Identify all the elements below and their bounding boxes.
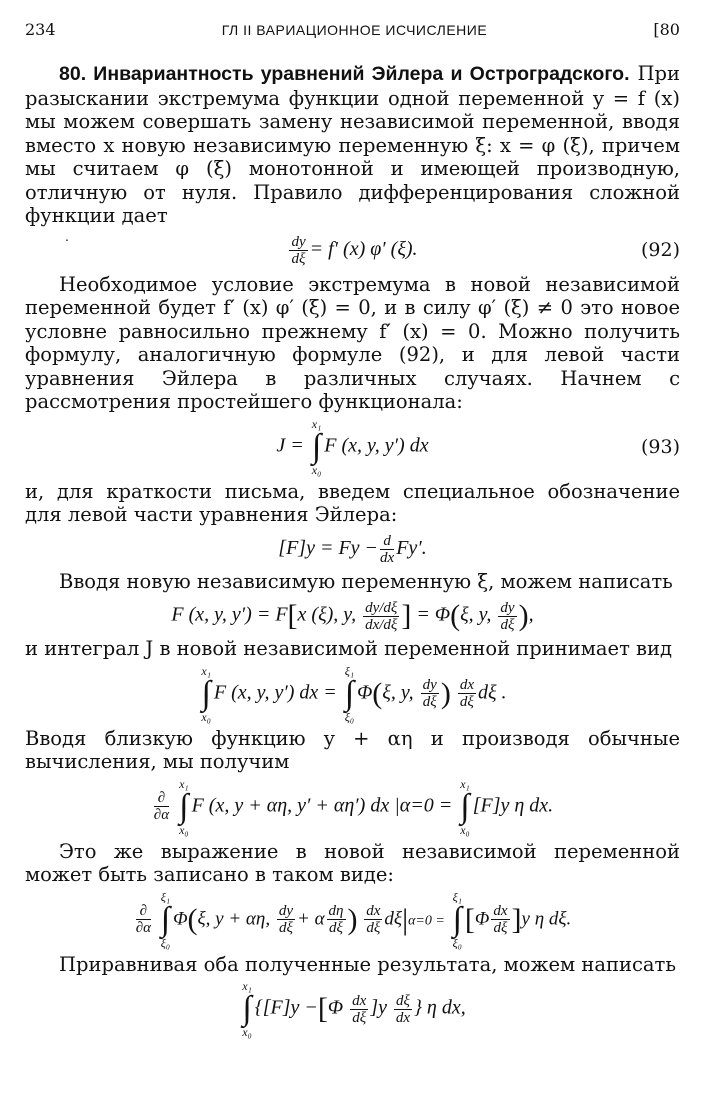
- eq-part: Φ: [474, 907, 490, 929]
- fraction: $\frac{dy}{d\xi}$: [291, 233, 306, 267]
- paren: (: [450, 599, 461, 632]
- paragraph-7: Это же выражение в новой независимой переменной может быть записано в таком виде:: [25, 839, 680, 886]
- bracket: ]: [401, 599, 412, 632]
- equation-euler: [25, 533, 680, 566]
- eq-part: F (x, y, y′) = F: [171, 603, 288, 626]
- paragraph-2: Необходимое условие экстремума в новой независимой переменной будет f′ (x) φ′ (ξ) = 0, и в силу φ′ (ξ) ≠ 0 это новое условне равносильно прежнему f′ (x) = 0. Можно получить формулу, аналогичную формуле (92), и для левой части уравнения Эйлера в различных случаях. Начнем с рассмотрения простейшего функционала:: [25, 272, 680, 413]
- equation-variation: [25, 778, 680, 836]
- section-title: 80. Инвариантность уравнений Эйлера и Остроградского.: [59, 63, 630, 85]
- equation-92: [25, 234, 680, 267]
- paren: (: [372, 676, 383, 710]
- eq-part: = Φ: [416, 603, 451, 626]
- page-number: 234: [25, 20, 56, 39]
- integral: ξ₁ ∫ ξ₀: [452, 889, 462, 950]
- eq-part: Φ: [357, 681, 373, 704]
- paragraph-4: Вводя новую независимую переменную ξ, можем написать: [59, 569, 673, 593]
- equation-integral: [25, 665, 680, 723]
- fraction: $\frac{dx}{d\xi}$: [366, 903, 381, 936]
- eq-part: ,: [528, 603, 534, 626]
- fraction: $\frac{d\xi}{dx}$: [395, 992, 411, 1026]
- eq-part: ξ, y,: [382, 681, 414, 704]
- eq-rhs: = f′ (x) φ′ (ξ).: [309, 237, 418, 260]
- bracket: ]: [511, 902, 522, 936]
- fraction: $\frac{dx}{d\xi}$: [459, 677, 474, 710]
- bracket: [: [464, 902, 475, 936]
- eq-lhs: J =: [276, 434, 304, 457]
- bracket: [: [287, 599, 298, 632]
- fraction: $\frac{dx}{d\xi}$: [352, 992, 367, 1026]
- integral: x₁ ∫ x₀: [460, 776, 470, 837]
- bar: |: [402, 902, 409, 936]
- page-header: [25, 20, 680, 54]
- stray-dot: ·: [65, 233, 69, 249]
- equation-number: (92): [640, 239, 680, 261]
- integral: ξ₁ ∫ ξ₀: [344, 663, 355, 724]
- eq-part: α=0 =: [408, 912, 445, 928]
- paren: ): [440, 676, 451, 710]
- eq-part: ]y: [370, 996, 387, 1019]
- integral: x₁ ∫ x₀: [179, 776, 189, 837]
- eq-part: ξ, y + αη,: [197, 907, 271, 929]
- eq-part: + α: [297, 907, 325, 929]
- integral: x₁ ∫ x₀: [201, 663, 211, 724]
- eq-part: x (ξ), y,: [297, 603, 357, 626]
- equation-substitution: [25, 599, 680, 633]
- paren: (: [187, 902, 198, 936]
- paragraph-6: Вводя близкую функцию y + αη и производя обычные вычисления, мы получим: [25, 726, 680, 773]
- paragraph-8: Приравнивая оба полученные результата, можем написать: [59, 952, 676, 976]
- eq-part: dξ .: [477, 681, 507, 704]
- eq-part: F (x, y, y′) dx =: [213, 681, 337, 704]
- integral: x₁ ∫ x₀: [311, 416, 322, 477]
- eq-rhs: Fy′.: [396, 536, 427, 559]
- bracket: [: [317, 992, 328, 1025]
- eq-part: {[F]y −: [254, 996, 318, 1019]
- fraction: $\frac{dx}{d\xi}$: [493, 903, 508, 936]
- fraction: $\frac{d\eta}{d\xi}$: [328, 903, 344, 936]
- equation-variation-new: [25, 891, 680, 949]
- running-title: ГЛ II ВАРИАЦИОННОЕ ИСЧИСЛЕНИЕ: [221, 22, 488, 38]
- eq-part: F (x, y + αη, y′ + αη′) dx |α=0 =: [191, 794, 453, 817]
- eq-part: [F]y η dx.: [472, 794, 554, 817]
- section-marker: [80: [653, 20, 680, 39]
- fraction: $\frac{\partial}{\partial\alpha}$: [135, 903, 151, 936]
- eq-part: dξ: [384, 907, 403, 929]
- fraction: $\frac{dy/d\xi}{dx/d\xi}$: [365, 599, 398, 633]
- eq-part: Φ: [327, 996, 344, 1019]
- paragraph-5: и интеграл J в новой независимой переменной принимает вид: [25, 637, 673, 660]
- eq-body: F (x, y, y′) dx: [324, 434, 429, 457]
- equation-93: [25, 418, 680, 476]
- fraction: $\frac{dy}{d\xi}$: [500, 599, 515, 633]
- eq-part: Φ: [173, 907, 188, 929]
- eq-part: y η dξ.: [521, 907, 572, 929]
- intro-text: При разыскании экстремума функции одной переменной y = f (x) мы можем совершать замену независимой переменной, вводя вместо x новую независимую переменную ξ: x = φ (ξ), причем мы считаем φ (ξ) монотонной и имеющей производную, отличную от нуля. Правило дифференцирования сложной функции дает: [25, 62, 681, 227]
- eq-part: ξ, y,: [460, 603, 492, 626]
- paren: ): [518, 599, 529, 632]
- fraction: $\frac{dy}{d\xi}$: [278, 903, 293, 936]
- integral: x₁ ∫ x₀: [242, 979, 252, 1039]
- equation-final: [25, 980, 680, 1038]
- fraction: $\frac{\partial}{\partial\alpha}$: [153, 790, 170, 823]
- paragraph-3: и, для краткости письма, введем специальное обозначение для левой части уравнения Эйлера:: [25, 479, 680, 526]
- paren: ): [347, 902, 358, 936]
- equation-number: (93): [640, 435, 680, 458]
- eq-part: } η dx,: [413, 996, 466, 1019]
- eq-lhs: [F]y = Fy −: [278, 536, 379, 559]
- fraction: $\frac{d}{dx}$: [380, 532, 395, 566]
- fraction: $\frac{dy}{d\xi}$: [422, 677, 437, 710]
- integral: ξ₁ ∫ ξ₀: [160, 889, 171, 950]
- section-intro: [25, 62, 680, 228]
